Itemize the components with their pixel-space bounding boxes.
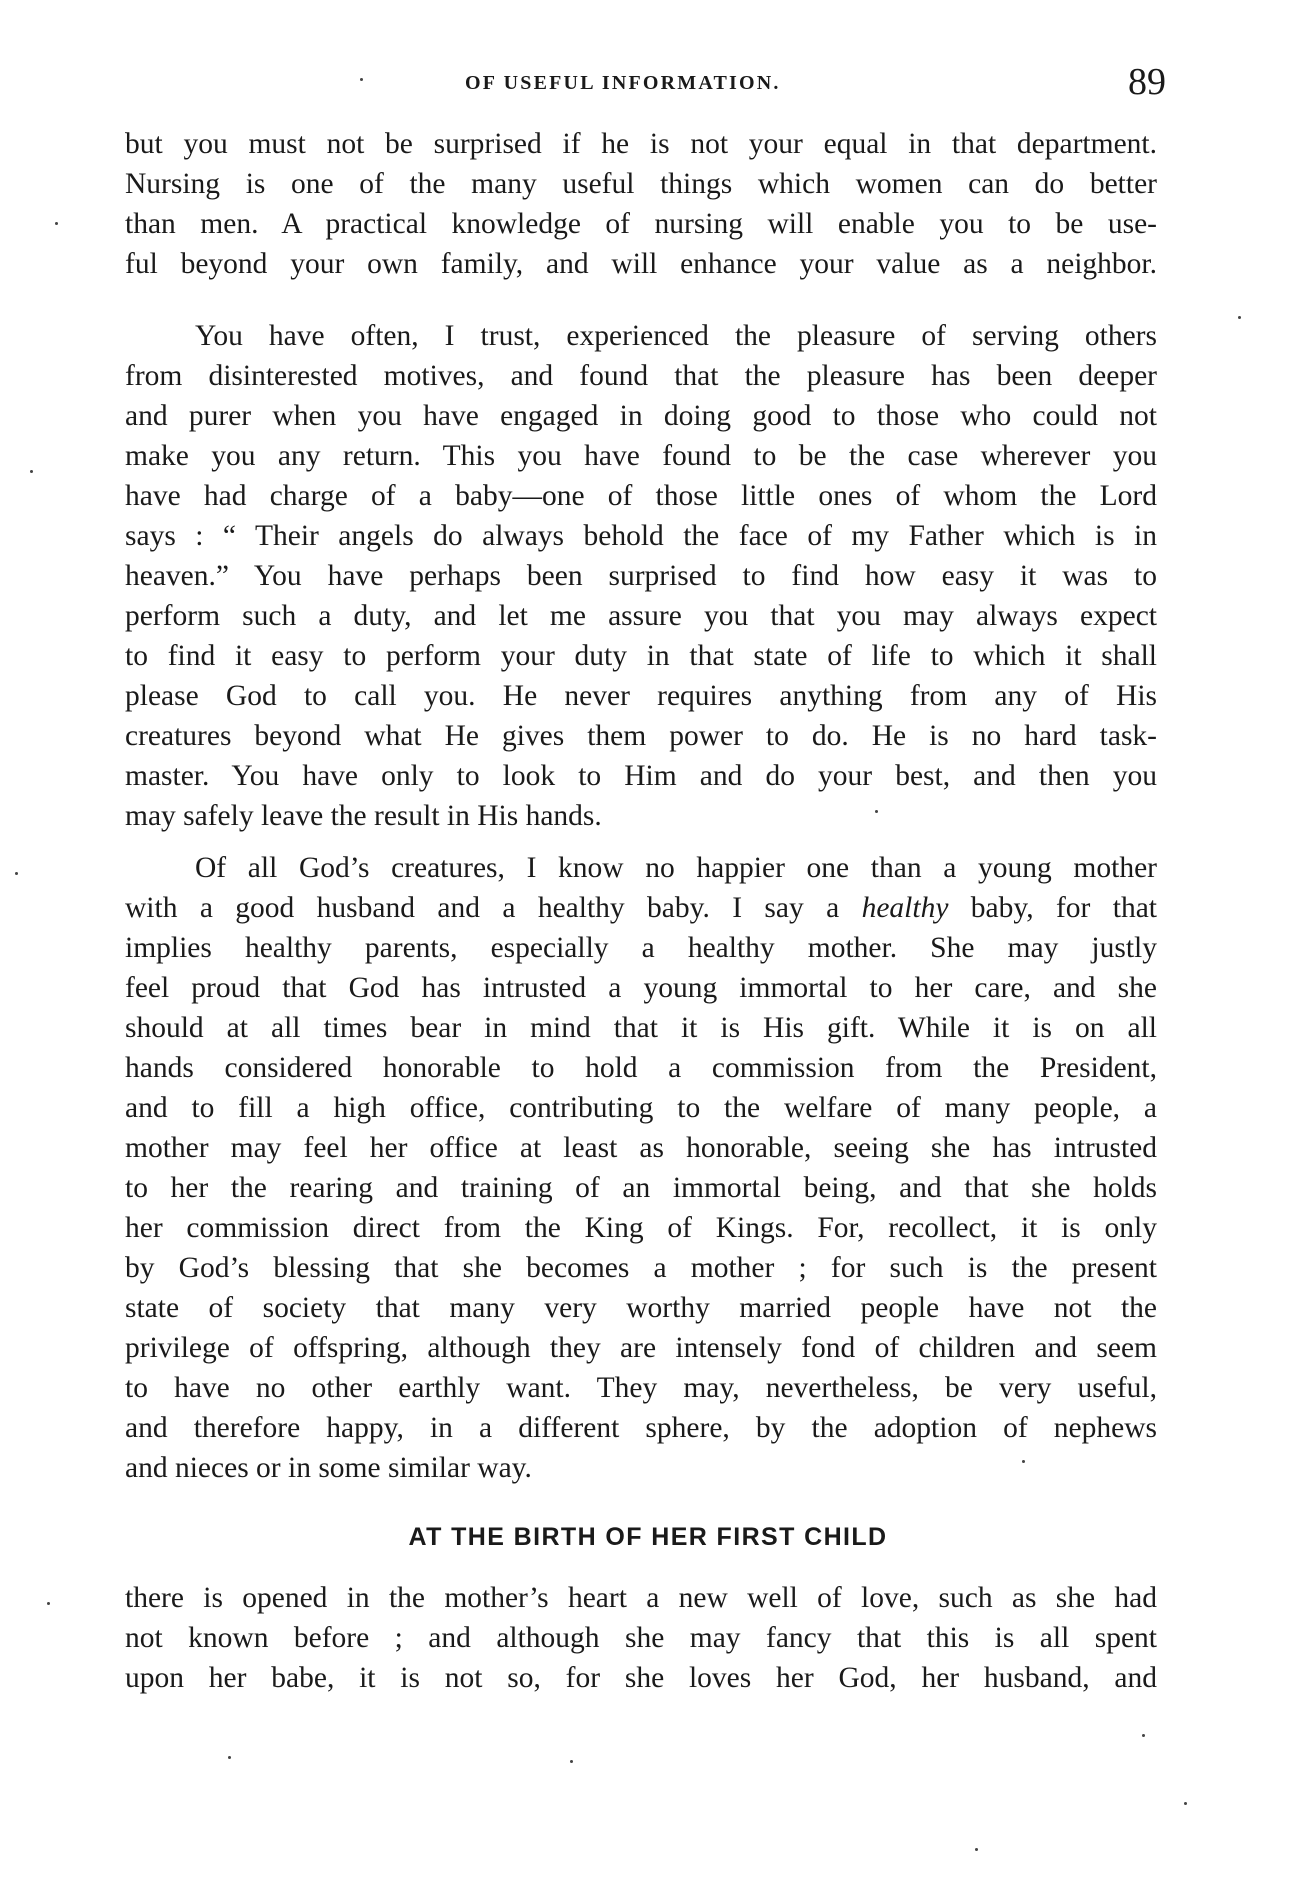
- text-line: may safely leave the result in His hands.: [125, 800, 602, 832]
- text-line: her commission direct from the King of Kings. For, recollect, it is only: [125, 1212, 1157, 1244]
- scan-speck: [1184, 1802, 1187, 1805]
- scan-speck: [47, 1602, 50, 1605]
- text-line: privilege of offspring, although they are intensely fond of children and seem: [125, 1332, 1157, 1364]
- scan-speck: [1238, 316, 1241, 319]
- text-line: feel proud that God has intrusted a young immortal to her care, and she: [125, 972, 1157, 1004]
- text-line: and therefore happy, in a different sphere, by the adoption of nephews: [125, 1412, 1157, 1444]
- scan-speck: [975, 1848, 978, 1851]
- paragraph-1: [125, 124, 1157, 284]
- scan-speck: [360, 78, 363, 81]
- scan-speck: [15, 872, 18, 875]
- text-line: there is opened in the mother’s heart a new well of love, such as she had: [125, 1582, 1157, 1614]
- running-head: OF USEFUL INFORMATION.: [465, 72, 781, 94]
- paragraph-4: [125, 1578, 1157, 1698]
- scan-speck: [875, 810, 878, 813]
- text-line: and nieces or in some similar way.: [125, 1452, 532, 1484]
- text-line: and to fill a high office, contributing to the welfare of many people, a: [125, 1092, 1157, 1124]
- text-line: [125, 888, 1157, 928]
- text-line: please God to call you. He never requires anything from any of His: [125, 680, 1157, 712]
- text-line: perform such a duty, and let me assure you that you may always expect: [125, 600, 1157, 632]
- text-line: heaven.” You have perhaps been surprised to find how easy it was to: [125, 560, 1157, 592]
- text-line: state of society that many very worthy married people have not the: [125, 1292, 1157, 1324]
- text-line: and purer when you have engaged in doing good to those who could not: [125, 400, 1157, 432]
- emphasis-word: healthy: [861, 892, 949, 924]
- scan-speck: [570, 1760, 573, 1763]
- text-line: by God’s blessing that she becomes a mother ; for such is the present: [125, 1252, 1157, 1284]
- scan-speck: [1022, 1460, 1025, 1463]
- text-line: to have no other earthly want. They may, nevertheless, be very useful,: [125, 1372, 1157, 1404]
- text-line: Nursing is one of the many useful things which women can do better: [125, 168, 1157, 200]
- text-line: to her the rearing and training of an immortal being, and that she holds: [125, 1172, 1157, 1204]
- text-segment: with a good husband and a healthy baby. I say a: [125, 892, 862, 924]
- text-line: make you any return. This you have found to be the case wherever you: [125, 440, 1157, 472]
- text-line: than men. A practical knowledge of nursing will enable you to be use-: [125, 208, 1157, 240]
- text-line: hands considered honorable to hold a commission from the President,: [125, 1052, 1157, 1084]
- text-line: Of all God’s creatures, I know no happier one than a young mother: [195, 852, 1157, 884]
- paragraph-3: [125, 848, 1157, 1488]
- paragraph-2: [125, 316, 1157, 836]
- text-line: ful beyond your own family, and will enhance your value as a neighbor.: [125, 248, 1157, 280]
- text-line: should at all times bear in mind that it is His gift. While it is on all: [125, 1012, 1157, 1044]
- scan-speck: [30, 470, 33, 473]
- text-line: You have often, I trust, experienced the pleasure of serving others: [195, 320, 1157, 352]
- scan-speck: [55, 222, 58, 225]
- scan-speck: [228, 1756, 231, 1759]
- text-line: implies healthy parents, especially a healthy mother. She may justly: [125, 932, 1157, 964]
- text-line: creatures beyond what He gives them power to do. He is no hard task-: [125, 720, 1157, 752]
- text-line: but you must not be surprised if he is not your equal in that department.: [125, 128, 1157, 160]
- text-line: mother may feel her office at least as honorable, seeing she has intrusted: [125, 1132, 1157, 1164]
- text-line: upon her babe, it is not so, for she loves her God, her husband, and: [125, 1662, 1157, 1694]
- text-segment: baby, for that: [948, 892, 1157, 924]
- page-number: 89: [1128, 61, 1166, 103]
- text-line: master. You have only to look to Him and do your best, and then you: [125, 760, 1157, 792]
- text-line: from disinterested motives, and found that the pleasure has been deeper: [125, 360, 1157, 392]
- scan-speck: [1142, 1734, 1145, 1737]
- text-line: says : “ Their angels do always behold the face of my Father which is in: [125, 520, 1157, 552]
- text-line: to find it easy to perform your duty in that state of life to which it shall: [125, 640, 1157, 672]
- section-heading: AT THE BIRTH OF HER FIRST CHILD: [408, 1523, 888, 1551]
- text-line: have had charge of a baby—one of those little ones of whom the Lord: [125, 480, 1157, 512]
- text-line: not known before ; and although she may fancy that this is all spent: [125, 1622, 1157, 1654]
